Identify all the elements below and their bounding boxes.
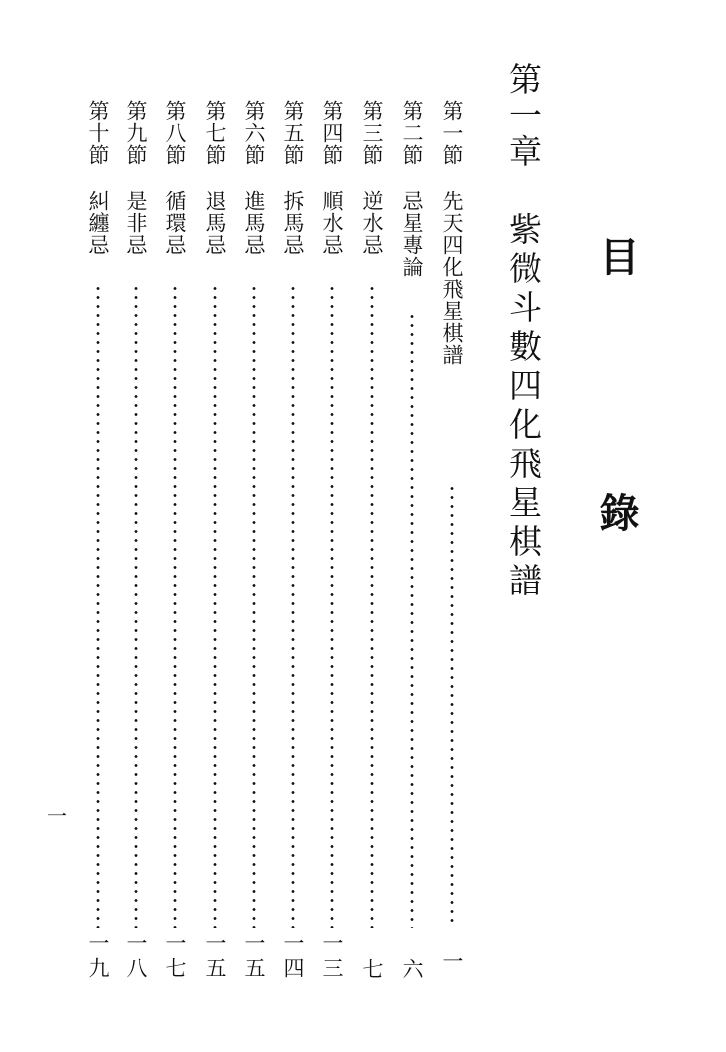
toc-section-number: 第五節 bbox=[281, 100, 305, 166]
toc-page-number: 一 bbox=[440, 950, 464, 975]
toc-entry-1[interactable] bbox=[438, 100, 466, 990]
toc-leader-dots bbox=[291, 284, 295, 928]
toc-page-number: 一五 bbox=[242, 932, 266, 982]
toc-entry-5[interactable] bbox=[279, 100, 307, 990]
toc-page-number: 七 bbox=[360, 958, 384, 983]
toc-section-title: 拆馬忌 bbox=[281, 190, 305, 256]
toc-section-title: 忌星專論 bbox=[400, 190, 424, 278]
toc-page-number: 一五 bbox=[203, 932, 227, 982]
toc-section-number: 第一節 bbox=[440, 100, 464, 166]
toc-page-number: 一七 bbox=[163, 932, 187, 982]
toc-leader-dots bbox=[450, 484, 454, 928]
chapter-title: 紫微斗數四化飛星棋譜 bbox=[504, 212, 543, 602]
toc-section-title: 進馬忌 bbox=[242, 190, 266, 256]
toc-entry-9[interactable] bbox=[122, 100, 150, 990]
toc-entry-10[interactable] bbox=[84, 100, 112, 990]
toc-entry-4[interactable] bbox=[318, 100, 346, 990]
toc-section-number: 第九節 bbox=[124, 100, 148, 166]
toc-section-number: 第十節 bbox=[86, 100, 110, 166]
toc-entry-8[interactable] bbox=[161, 100, 189, 990]
chapter-label: 第一章 bbox=[504, 62, 543, 170]
folio-page-number: 一 bbox=[47, 804, 67, 828]
toc-entry-6[interactable] bbox=[240, 100, 268, 990]
toc-section-number: 第二節 bbox=[400, 100, 424, 166]
toc-section-title: 是非忌 bbox=[124, 190, 148, 256]
toc-page-number: 六 bbox=[400, 958, 424, 983]
toc-section-title: 順水忌 bbox=[320, 190, 344, 256]
toc-leader-dots bbox=[330, 284, 334, 928]
toc-leader-dots bbox=[410, 312, 414, 928]
page-title: 目 錄 bbox=[593, 236, 639, 620]
toc-leader-dots bbox=[370, 284, 374, 928]
toc-page-number: 一八 bbox=[124, 932, 148, 982]
toc-section-title: 退馬忌 bbox=[203, 190, 227, 256]
toc-page-number: 一四 bbox=[281, 932, 305, 982]
toc-leader-dots bbox=[96, 284, 100, 928]
toc-leader-dots bbox=[213, 284, 217, 928]
toc-entry-3[interactable] bbox=[358, 100, 386, 990]
toc-section-title: 逆水忌 bbox=[360, 190, 384, 256]
toc-leader-dots bbox=[252, 284, 256, 928]
toc-section-number: 第三節 bbox=[360, 100, 384, 166]
toc-entry-2[interactable] bbox=[398, 100, 426, 990]
toc-section-number: 第六節 bbox=[242, 100, 266, 166]
toc-entry-7[interactable] bbox=[201, 100, 229, 990]
toc-page-number: 一三 bbox=[320, 932, 344, 982]
toc-section-number: 第八節 bbox=[163, 100, 187, 166]
toc-page-number: 一九 bbox=[86, 932, 110, 982]
toc-section-number: 第七節 bbox=[203, 100, 227, 166]
toc-leader-dots bbox=[173, 284, 177, 928]
toc-section-number: 第四節 bbox=[320, 100, 344, 166]
toc-section-title: 糾纏忌 bbox=[86, 190, 110, 256]
toc-leader-dots bbox=[134, 284, 138, 928]
toc-section-title: 循環忌 bbox=[163, 190, 187, 256]
toc-section-title: 先天四化飛星棋譜 bbox=[440, 190, 464, 366]
